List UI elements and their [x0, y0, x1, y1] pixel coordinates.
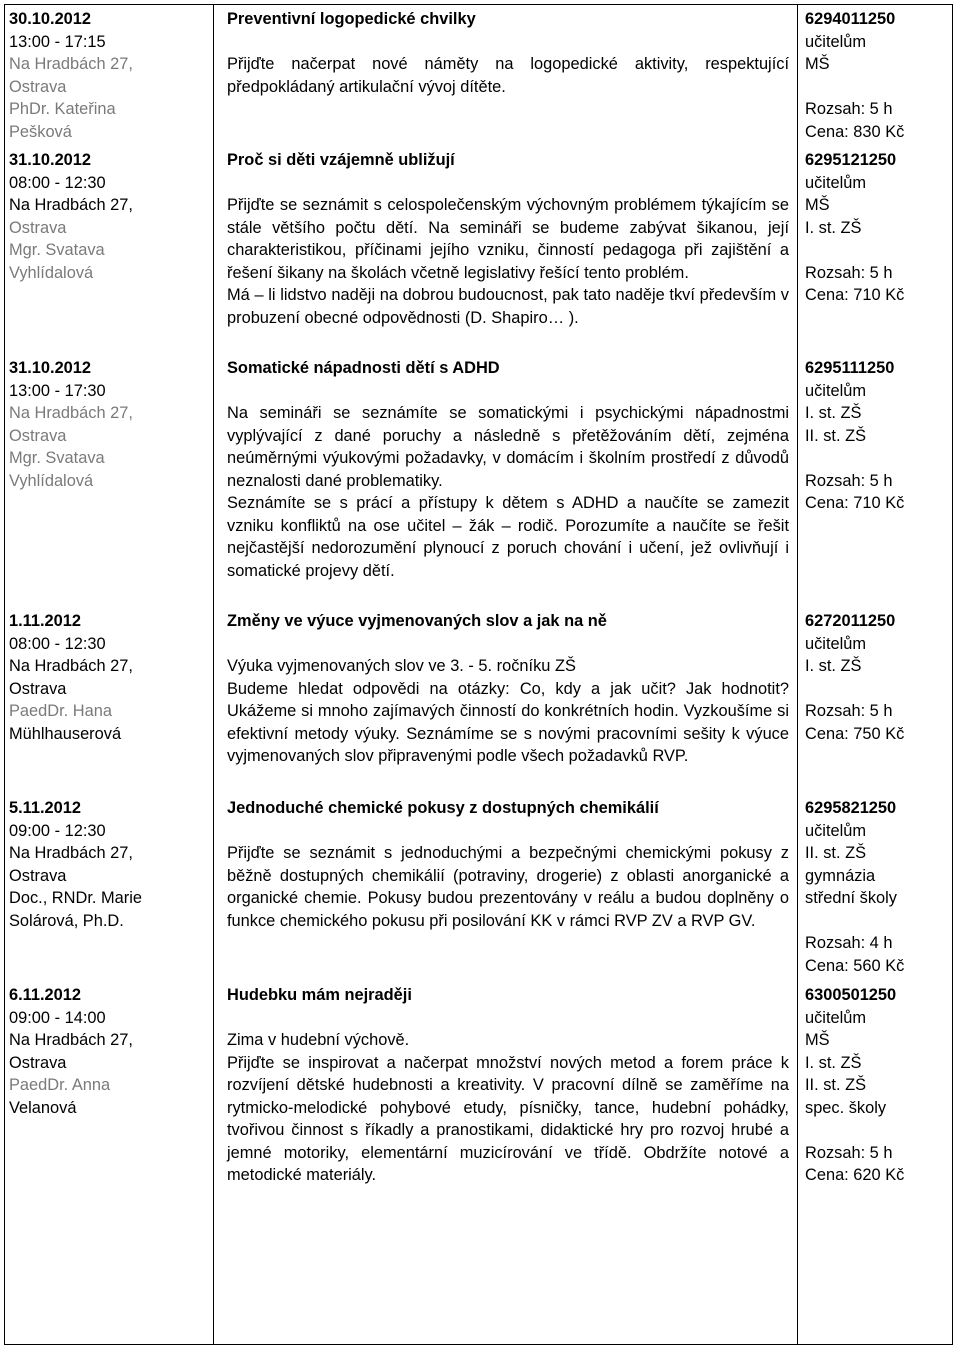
event-city: Ostrava: [9, 1053, 67, 1072]
event-audience: střední školy: [805, 889, 898, 907]
event-description: [227, 402, 789, 582]
event-description: [227, 194, 789, 329]
event-time: 13:00 - 17:15: [9, 32, 106, 51]
event-time: 09:00 - 14:00: [9, 1008, 106, 1027]
event-time: 08:00 - 12:30: [9, 173, 106, 192]
event-date: 31.10.2012: [9, 359, 92, 377]
event-city: Ostrava: [9, 77, 67, 96]
event-lecturer-line: Vyhlídalová: [9, 471, 94, 490]
event-description: [227, 53, 789, 98]
event-date: 5.11.2012: [9, 799, 82, 817]
event-date: 31.10.2012: [9, 151, 92, 169]
event-city: Ostrava: [9, 679, 67, 698]
event-content: [227, 984, 789, 1187]
event-code: 6272011250: [805, 612, 896, 630]
event-info: [805, 8, 955, 143]
event-audience: II. st. ZŠ: [805, 844, 867, 862]
description-paragraph: Zima v hudební výchově.: [227, 1031, 410, 1049]
event-code: 6295111250: [805, 359, 895, 377]
event-audience: MŠ: [805, 196, 830, 214]
event-title: Změny ve výuce vyjmenovaných slov a jak na ně: [227, 612, 607, 630]
event-info: [805, 610, 955, 745]
event-time: 13:00 - 17:30: [9, 381, 106, 400]
column-divider-2: [797, 4, 798, 1345]
event-time: 08:00 - 12:30: [9, 634, 106, 653]
event-city: Ostrava: [9, 866, 67, 885]
description-paragraph: Přijďte se seznámit s jednoduchými a bezpečnými chemickými pokusy z běžně dostupných chemikálií (potraviny, drogerie) z oblasti anorganické a organické chemie. Pokusy budou prezentovány v reálu a budou doplněny o funkce chemického pokusu při posilování KK v rámci RVP ZV a RVP GV.: [227, 844, 789, 930]
event-audience: MŠ: [805, 55, 830, 73]
event-meta: [9, 610, 207, 745]
event-address: Na Hradbách 27,: [9, 844, 133, 862]
event-info: [805, 984, 955, 1187]
event-time: 09:00 - 12:30: [9, 821, 106, 840]
event-lecturer-line: Pešková: [9, 122, 72, 141]
event-meta: [9, 797, 207, 932]
event-price: Cena: 710 Kč: [805, 494, 905, 512]
event-code: 6295821250: [805, 799, 897, 817]
event-audience: učitelům: [805, 821, 867, 840]
event-duration: Rozsah: 5 h: [805, 263, 893, 282]
event-audience: spec. školy: [805, 1098, 887, 1117]
event-lecturer-line: Doc., RNDr. Marie: [9, 889, 142, 907]
event-duration: Rozsah: 5 h: [805, 471, 893, 490]
event-meta: [9, 8, 207, 143]
event-address: Na Hradbách 27,: [9, 404, 133, 422]
event-code: 6295121250: [805, 151, 897, 169]
event-audience: učitelům: [805, 634, 867, 653]
event-info: [805, 797, 955, 977]
event-audience: učitelům: [805, 173, 867, 192]
event-audience: II. st. ZŠ: [805, 426, 867, 445]
event-lecturer-line: Solárová, Ph.D.: [9, 911, 124, 930]
event-title: Proč si děti vzájemně ubližují: [227, 151, 455, 169]
event-info: [805, 357, 955, 515]
description-paragraph: Přijďte se inspirovat a načerpat množství nových metod a forem práce k rozvíjení dětské hudebnosti a kreativity. V pracovní dílně se zaměříme na rytmicko-melodické pohybové etudy, písničky, tance, hudební pohádky, tvořivou činnost s říkadly a pranostikami, didaktické hry pro rozvoj hrubé a jemné motoriky, elementární muzicírování ve třídě. Obdržíte notové a metodické materiály.: [227, 1053, 789, 1184]
event-audience: I. st. ZŠ: [805, 404, 862, 422]
description-paragraph: Na semináři se seznámíte se somatickými i psychickými nápadnostmi vyplývající z dané poruchy a následně s přetěžováním dětí, zejména neúměrnými výukovými požadavky, v domácím i školním prostředí z důvodů neznalosti dané problematiky.: [227, 404, 789, 490]
event-price: Cena: 620 Kč: [805, 1166, 905, 1184]
event-lecturer-line: Mgr. Svatava: [9, 449, 105, 467]
event-date: 6.11.2012: [9, 986, 82, 1004]
event-title: Hudebku mám nejraději: [227, 986, 412, 1004]
description-paragraph: Přijďte se seznámit s celospolečenským výchovným problémem týkajícím se stále většího počtu dětí. Na semináři se budeme zabývat šikanou, její charakteristikou, příčinami jejího vzniku, činností pedagoga při zajištění a řešení šikany na školách včetně legislativy řešící tento problém.: [227, 196, 789, 282]
event-lecturer-line: PaedDr. Anna: [9, 1076, 111, 1094]
event-address: Na Hradbách 27,: [9, 196, 133, 214]
event-lecturer-line: Vyhlídalová: [9, 263, 94, 282]
event-address: Na Hradbách 27,: [9, 657, 133, 675]
event-audience: I. st. ZŠ: [805, 218, 862, 237]
event-info: [805, 149, 955, 307]
event-audience: MŠ: [805, 1031, 830, 1049]
event-meta: [9, 149, 207, 284]
description-paragraph: Budeme hledat odpovědi na otázky: Co, kdy a jak učit? Jak hodnotit? Ukážeme si mnoho zajímavých činností do konkrétních hodin. Vyzkoušíme si efektivní metody výuky. Seznámíme se s novými pracovními sešity k výuce vyjmenovaných slov připravenými podle všech požadavků RVP.: [227, 679, 789, 765]
event-audience: učitelům: [805, 1008, 867, 1027]
event-title: Somatické nápadnosti dětí s ADHD: [227, 359, 500, 377]
event-lecturer-line: Velanová: [9, 1098, 77, 1117]
description-paragraph: Výuka vyjmenovaných slov ve 3. - 5. ročníku ZŠ: [227, 657, 576, 675]
event-content: [227, 357, 789, 582]
event-audience: I. st. ZŠ: [805, 657, 862, 675]
event-address: Na Hradbách 27,: [9, 1031, 133, 1049]
description-paragraph: Přijďte načerpat nové náměty na logopedické aktivity, respektující předpokládaný artikulační vývoj dítěte.: [227, 55, 789, 96]
event-duration: Rozsah: 5 h: [805, 1143, 893, 1162]
event-code: 6294011250: [805, 10, 896, 28]
event-date: 30.10.2012: [9, 10, 92, 28]
event-title: Preventivní logopedické chvilky: [227, 10, 476, 28]
event-meta: [9, 357, 207, 492]
event-description: [227, 655, 789, 768]
event-date: 1.11.2012: [9, 612, 82, 630]
event-duration: Rozsah: 5 h: [805, 100, 893, 118]
event-audience: I. st. ZŠ: [805, 1053, 862, 1072]
event-price: Cena: 560 Kč: [805, 956, 905, 975]
event-audience: učitelům: [805, 381, 867, 400]
event-audience: učitelům: [805, 32, 867, 51]
event-content: [227, 149, 789, 329]
event-lecturer-line: Mgr. Svatava: [9, 241, 105, 259]
event-city: Ostrava: [9, 426, 67, 445]
event-lecturer-line: PaedDr. Hana: [9, 702, 112, 720]
event-content: [227, 797, 789, 932]
description-paragraph: Seznámíte se s prácí a přístupy k dětem s ADHD a naučíte se zamezit vzniku konfliktů na ose učitel – žák – rodič. Porozumíte a naučíte se řešit nejčastější nedorozumění plynoucí z poruch chování i učení, jež ovlivňují i somatické projevy dětí.: [227, 494, 789, 580]
event-lecturer-line: Mühlhauserová: [9, 724, 122, 743]
event-meta: [9, 984, 207, 1119]
event-content: [227, 610, 789, 768]
description-paragraph: Má – li lidstvo naději na dobrou budoucnost, pak tato naděje tkví především v probuzení obecné odpovědnosti (D. Shapiro… ).: [227, 286, 789, 327]
event-title: Jednoduché chemické pokusy z dostupných chemikálií: [227, 799, 659, 817]
event-duration: Rozsah: 4 h: [805, 934, 893, 952]
event-code: 6300501250: [805, 986, 897, 1004]
event-price: Cena: 830 Kč: [805, 122, 905, 141]
event-audience: gymnázia: [805, 866, 876, 885]
event-city: Ostrava: [9, 218, 67, 237]
event-lecturer-line: PhDr. Kateřina: [9, 100, 116, 118]
event-price: Cena: 710 Kč: [805, 286, 905, 304]
event-description: [227, 842, 789, 932]
event-content: [227, 8, 789, 98]
event-audience: II. st. ZŠ: [805, 1076, 867, 1094]
event-price: Cena: 750 Kč: [805, 724, 905, 743]
event-address: Na Hradbách 27,: [9, 55, 133, 73]
event-duration: Rozsah: 5 h: [805, 702, 893, 720]
column-divider-1: [213, 4, 214, 1345]
event-description: [227, 1029, 789, 1187]
